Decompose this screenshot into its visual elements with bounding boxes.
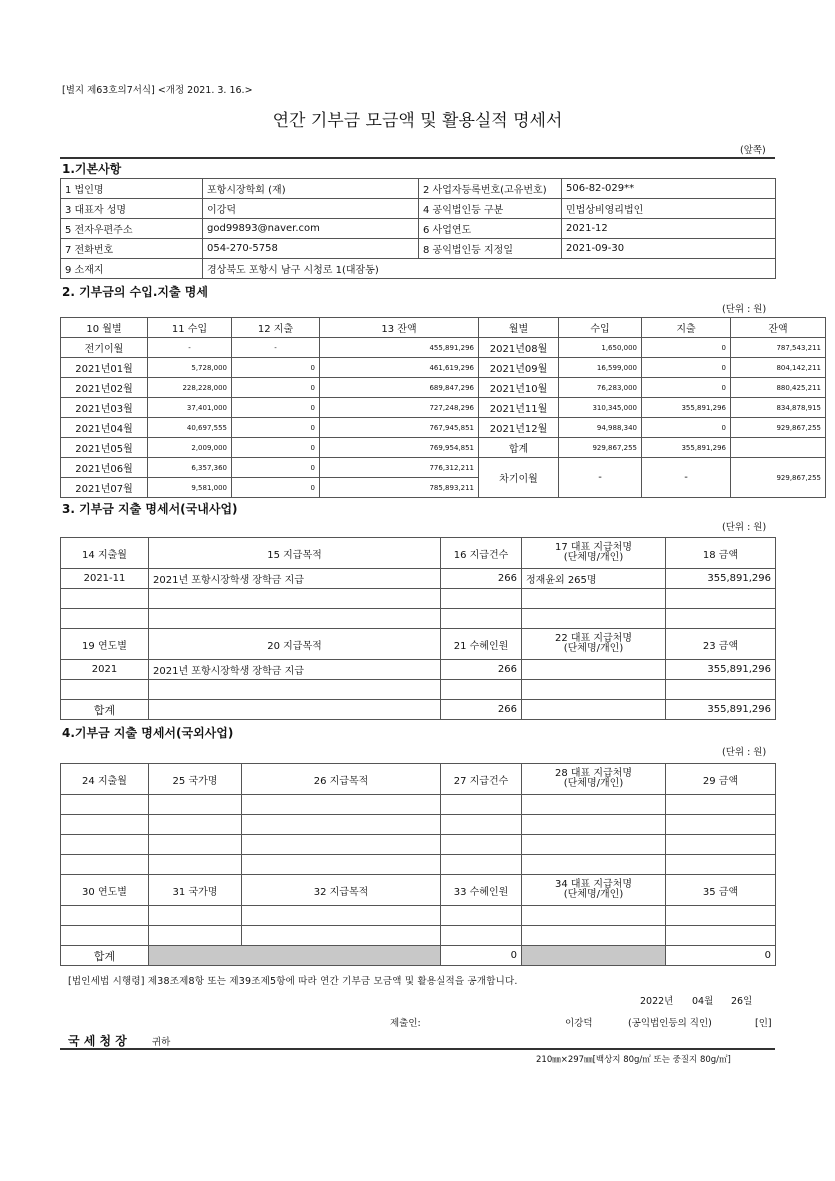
recipient-cell [522,660,666,680]
income-cell: 9,581,000 [148,478,232,498]
date-month: 04월 [692,996,714,1007]
income-cell: 16,599,000 [559,358,642,378]
table-header-row [61,875,776,906]
col-amount: 23 금액 [666,629,776,660]
domestic-expense-table [60,537,776,720]
expense-cell: - [232,338,320,358]
front-label: (앞쪽) [740,145,766,156]
total-label: 합계 [61,946,149,966]
submitter-name: 이강덕 [565,1018,593,1029]
beneficiaries-cell: 266 [441,660,522,680]
balance-cell: 689,847,296 [320,378,479,398]
total-count: 0 [441,946,522,966]
table-row [61,239,776,259]
table-row [61,199,776,219]
value-business-number: 506-82-029** [562,179,776,199]
income-cell: 94,988,340 [559,418,642,438]
expense-cell: 0 [642,378,731,398]
table-header-row [61,629,776,660]
col-count: 16 지급건수 [441,538,522,569]
col-purpose: 20 지급목적 [149,629,441,660]
total-amount: 0 [666,946,776,966]
table-row [61,815,776,835]
purpose-cell: 2021년 포항시장학생 장학금 지급 [149,660,441,680]
expense-cell: 0 [232,478,320,498]
col-income: 11 수입 [148,318,232,338]
table-header-row [61,764,776,795]
balance-cell: 461,619,296 [320,358,479,378]
table-header-row [61,318,826,338]
income-cell: 40,697,555 [148,418,232,438]
balance-cell: 767,945,851 [320,418,479,438]
form-number: [별지 제63호의7서식] <개정 2021. 3. 16.> [62,85,253,96]
month-cell: 2021년02월 [61,378,148,398]
col-recipient-line1: 22 대표 지급처명 [554,633,633,644]
table-row [61,259,776,279]
expense-cell: 0 [232,438,320,458]
col-recipient-line1: 28 대표 지급처명 [554,768,633,779]
col-year: 30 연도별 [61,875,149,906]
balance-cell: 787,543,211 [731,338,826,358]
col-balance: 13 잔액 [320,318,479,338]
expense-cell: 355,891,296 [642,398,731,418]
balance-cell: 834,878,915 [731,398,826,418]
value-corp-name: 포항시장학회 (재) [203,179,419,199]
income-cell: 76,283,000 [559,378,642,398]
table-row [61,660,776,680]
col-purpose: 32 지급목적 [242,875,441,906]
col-recipient [522,875,666,906]
label-phone: 7 전화번호 [61,239,203,259]
col-recipient-line2: (단체명/개인) [563,643,624,654]
table-row [61,458,826,478]
col-expense: 12 지출 [232,318,320,338]
col-expense-month: 24 지출월 [61,764,149,795]
expense-cell: 0 [232,458,320,478]
law-statement: [법인세법 시행령] 제38조제8항 또는 제39조제5항에 따라 연간 기부금 모금액 및 활용실적을 공개합니다. [68,976,518,987]
recipient-title: 국 세 청 장 [68,1034,127,1048]
value-representative: 이강덕 [203,199,419,219]
month-cell: 2021년01월 [61,358,148,378]
total-amount: 355,891,296 [666,700,776,720]
section-2-heading: 2. 기부금의 수입.지출 명세 [62,285,208,299]
month-cell: 2021년06월 [61,458,148,478]
table-row [61,906,776,926]
month-cell: 전기이월 [61,338,148,358]
income-cell: 228,228,000 [148,378,232,398]
total-row [61,700,776,720]
col-beneficiaries: 21 수혜인원 [441,629,522,660]
col-recipient-line1: 34 대표 지급처명 [554,879,633,890]
label-corp-name: 1 법인명 [61,179,203,199]
income-cell: 1,650,000 [559,338,642,358]
col-year: 19 연도별 [61,629,149,660]
expense-cell: 0 [232,378,320,398]
amount-cell: 355,891,296 [666,569,776,589]
date-year: 2022년 [640,996,674,1007]
table-row [61,795,776,815]
value-business-year: 2021-12 [562,219,776,239]
value-address: 경상북도 포항시 남구 시청로 1(대잠동) [203,259,776,279]
col-recipient [522,629,666,660]
expense-cell: 0 [642,418,731,438]
col-month: 10 월별 [61,318,148,338]
table-row [61,418,826,438]
col-recipient-line2: (단체명/개인) [563,552,624,563]
expense-cell: 0 [642,358,731,378]
col-recipient [522,764,666,795]
balance-cell: 880,425,211 [731,378,826,398]
expense-month-cell: 2021-11 [61,569,149,589]
table-row [61,398,826,418]
table-row [61,358,826,378]
month-cell: 2021년08월 [479,338,559,358]
table-row [61,378,826,398]
purpose-cell: 2021년 포항시장학생 장학금 지급 [149,569,441,589]
carry-forward-income: - [559,458,642,498]
income-cell: - [148,338,232,358]
balance-cell: 776,312,211 [320,458,479,478]
section-1-heading: 1.기본사항 [62,162,122,176]
col-recipient-line2: (단체명/개인) [563,778,624,789]
income-cell: 37,401,000 [148,398,232,418]
col-recipient-line1: 17 대표 지급처명 [554,542,633,553]
balance-cell: 804,142,211 [731,358,826,378]
table-row [61,569,776,589]
label-address: 9 소재지 [61,259,203,279]
value-email: god99893@naver.com [203,219,419,239]
value-designation-date: 2021-09-30 [562,239,776,259]
total-count: 266 [441,700,522,720]
col-recipient [522,538,666,569]
income-cell: 310,345,000 [559,398,642,418]
income-expense-table [60,317,826,498]
carry-forward-balance: 929,867,255 [731,458,826,498]
income-cell: 5,728,000 [148,358,232,378]
total-row [61,946,776,966]
month-cell: 2021년05월 [61,438,148,458]
col-country: 25 국가명 [149,764,242,795]
expense-cell: 0 [642,338,731,358]
unit-label: (단위 : 원) [722,747,767,758]
label-email: 5 전자우편주소 [61,219,203,239]
col-income-2: 수입 [559,318,642,338]
col-amount: 18 금액 [666,538,776,569]
page-title: 연간 기부금 모금액 및 활용실적 명세서 [272,111,563,131]
unit-label: (단위 : 원) [722,522,767,533]
overseas-expense-table [60,763,776,966]
balance-cell: 769,954,851 [320,438,479,458]
label-representative: 3 대표자 성명 [61,199,203,219]
table-row [61,438,826,458]
month-cell: 2021년12월 [479,418,559,438]
table-row [61,680,776,700]
section-4-heading: 4.기부금 지출 명세서(국외사업) [62,726,234,740]
basic-info-table [60,178,776,279]
col-count: 27 지급건수 [441,764,522,795]
month-cell: 2021년07월 [61,478,148,498]
label-corp-type: 4 공익법인등 구분 [419,199,562,219]
table-row [61,855,776,875]
month-cell: 2021년04월 [61,418,148,438]
expense-cell: 0 [232,418,320,438]
value-corp-type: 민법상비영리법인 [562,199,776,219]
table-row [61,926,776,946]
seal-mark: [인] [755,1018,772,1029]
table-row [61,835,776,855]
income-cell: 2,009,000 [148,438,232,458]
col-expense-month: 14 지출월 [61,538,149,569]
section-3-heading: 3. 기부금 지출 명세서(국내사업) [62,502,238,516]
month-cell: 2021년09월 [479,358,559,378]
expense-cell: 0 [232,398,320,418]
date-day: 26일 [731,996,753,1007]
amount-cell: 355,891,296 [666,660,776,680]
total-income: 929,867,255 [559,438,642,458]
carry-forward-label: 차기이월 [479,458,559,498]
col-expense-2: 지출 [642,318,731,338]
col-recipient-line2: (단체명/개인) [563,889,624,900]
balance-cell: 785,893,211 [320,478,479,498]
value-phone: 054-270-5758 [203,239,419,259]
month-cell: 2021년10월 [479,378,559,398]
table-row [61,589,776,609]
table-row [61,338,826,358]
count-cell: 266 [441,569,522,589]
col-country: 31 국가명 [149,875,242,906]
label-business-number: 2 사업자등록번호(고유번호) [419,179,562,199]
total-label: 합계 [61,700,149,720]
col-beneficiaries: 33 수혜인원 [441,875,522,906]
total-label: 합계 [479,438,559,458]
table-row [61,219,776,239]
label-designation-date: 8 공익법인등 지정일 [419,239,562,259]
total-balance [731,438,826,458]
col-purpose: 15 지급목적 [149,538,441,569]
recipient-cell: 정재윤외 265명 [522,569,666,589]
income-cell: 6,357,360 [148,458,232,478]
total-expense: 355,891,296 [642,438,731,458]
paper-spec: 210㎜×297㎜[백상지 80g/㎡ 또는 중질지 80g/㎡] [536,1055,731,1065]
table-row [61,609,776,629]
balance-cell: 929,867,255 [731,418,826,438]
month-cell: 2021년03월 [61,398,148,418]
submitter-role: (공익법인등의 직인) [628,1018,712,1029]
carry-forward-expense: - [642,458,731,498]
recipient-honorific: 귀하 [152,1037,171,1048]
table-row [61,179,776,199]
label-business-year: 6 사업연도 [419,219,562,239]
year-cell: 2021 [61,660,149,680]
balance-cell: 727,248,296 [320,398,479,418]
month-cell: 2021년11월 [479,398,559,418]
col-purpose: 26 지급목적 [242,764,441,795]
unit-label: (단위 : 원) [722,304,767,315]
balance-cell: 455,891,296 [320,338,479,358]
col-month-2: 월별 [479,318,559,338]
col-balance-2: 잔액 [731,318,826,338]
col-amount: 29 금액 [666,764,776,795]
table-header-row [61,538,776,569]
col-amount: 35 금액 [666,875,776,906]
expense-cell: 0 [232,358,320,378]
submitter-label: 제출인: [390,1018,421,1029]
